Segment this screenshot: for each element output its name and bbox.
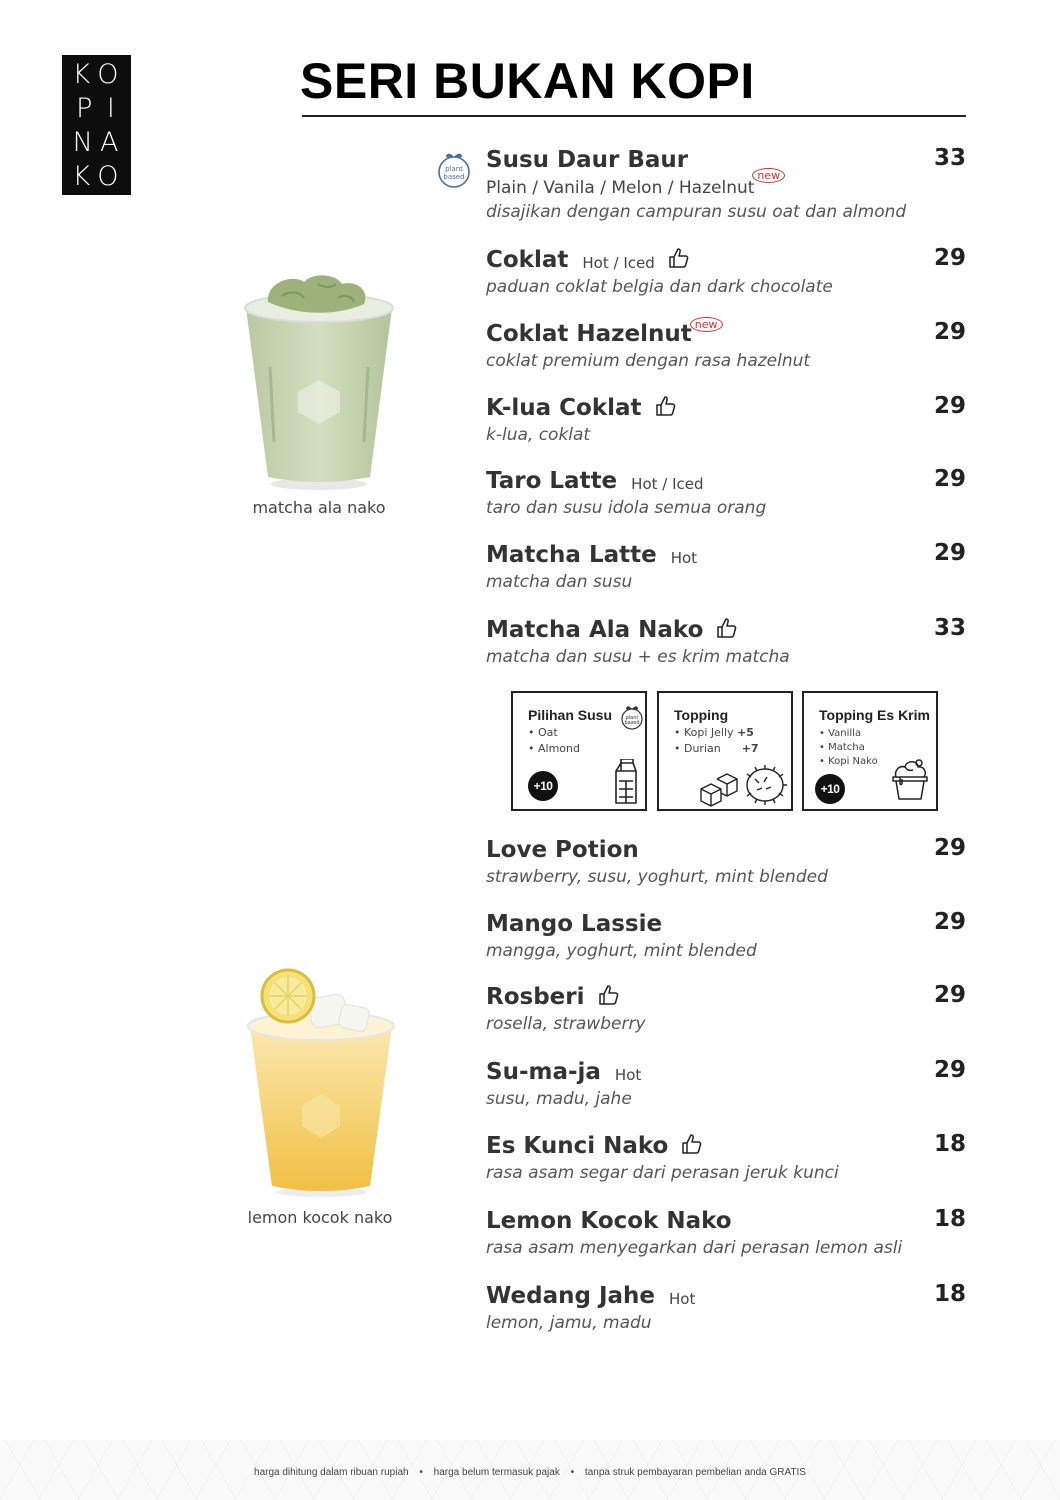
menu-item bbox=[486, 245, 966, 297]
addon-option: • Oat bbox=[528, 726, 558, 739]
item-price: 33 bbox=[933, 145, 966, 171]
menu-item bbox=[486, 145, 966, 222]
item-description: matcha dan susu + es krim matcha bbox=[486, 647, 790, 667]
menu-item bbox=[486, 909, 966, 961]
addon-ice-cream-topping bbox=[802, 691, 938, 811]
addon-option: • Durian +7 bbox=[674, 742, 759, 755]
footer-separator: • bbox=[570, 1467, 575, 1478]
menu-item bbox=[486, 319, 966, 371]
item-name: Love Potion bbox=[486, 837, 639, 863]
jelly-durian-icon bbox=[697, 763, 789, 811]
item-price: 29 bbox=[933, 466, 966, 492]
item-options: Hot / Iced bbox=[582, 254, 655, 272]
thumbs-up-icon bbox=[667, 246, 691, 274]
footer-separator: • bbox=[419, 1467, 423, 1478]
item-name: Lemon Kocok Nako bbox=[486, 1208, 732, 1234]
milk-carton-icon bbox=[611, 759, 641, 809]
item-price: 33 bbox=[933, 615, 966, 641]
svg-text:plant: plant bbox=[625, 715, 639, 721]
photo-caption: lemon kocok nako bbox=[247, 1208, 393, 1227]
plant-based-badge-icon bbox=[619, 703, 645, 735]
item-description: rosella, strawberry bbox=[486, 1014, 646, 1034]
item-name: Mango Lassie bbox=[486, 911, 663, 937]
item-description: paduan coklat belgia dan dark chocolate bbox=[486, 277, 833, 297]
svg-text:based: based bbox=[624, 720, 640, 726]
item-name: Su-ma-ja bbox=[486, 1059, 601, 1085]
menu-item bbox=[486, 835, 966, 887]
item-name: Susu Daur Baur bbox=[486, 147, 689, 173]
item-name: Matcha Latte bbox=[486, 542, 657, 568]
item-description: mangga, yoghurt, mint blended bbox=[486, 941, 757, 961]
item-description: susu, madu, jahe bbox=[486, 1089, 632, 1109]
addon-price: +10 bbox=[815, 774, 845, 804]
thumbs-up-icon bbox=[680, 1132, 704, 1160]
item-price: 29 bbox=[933, 540, 966, 566]
footer-note: tanpa struk pembayaran pembelian anda GRATIS bbox=[584, 1467, 806, 1478]
menu-item bbox=[486, 393, 966, 445]
title-divider bbox=[302, 115, 966, 117]
item-name: Coklat bbox=[486, 247, 569, 273]
item-price: 29 bbox=[933, 982, 966, 1008]
item-description: rasa asam menyegarkan dari perasan lemon asli bbox=[486, 1238, 903, 1258]
kopi-nako-logo: K O P I N A K O bbox=[62, 55, 131, 195]
menu-item bbox=[486, 1281, 966, 1333]
addon-title: Topping bbox=[674, 707, 729, 723]
new-badge: new bbox=[752, 168, 785, 183]
footer-note: harga belum termasuk pajak bbox=[433, 1467, 560, 1478]
addon-milk-choice bbox=[511, 691, 647, 811]
ice-cream-cup-icon bbox=[890, 757, 930, 805]
addon-option: • Vanilla bbox=[819, 728, 862, 739]
item-description: matcha dan susu bbox=[486, 572, 633, 592]
item-flavors: Plain / Vanila / Melon / Hazelnut bbox=[486, 178, 755, 198]
item-options: Hot bbox=[669, 1290, 696, 1308]
addon-topping bbox=[657, 691, 793, 811]
item-price: 29 bbox=[933, 393, 966, 419]
menu-item bbox=[486, 1206, 966, 1258]
item-price: 18 bbox=[933, 1206, 966, 1232]
item-price: 18 bbox=[933, 1281, 966, 1307]
item-description: lemon, jamu, madu bbox=[486, 1313, 652, 1333]
item-price: 29 bbox=[933, 319, 966, 345]
item-description: disajikan dengan campuran susu oat dan almond bbox=[486, 202, 907, 222]
item-name: Matcha Ala Nako bbox=[486, 617, 704, 643]
item-options: Hot bbox=[614, 1066, 642, 1084]
menu-item bbox=[486, 615, 966, 667]
plant-based-badge-icon bbox=[436, 148, 472, 192]
item-description: rasa asam segar dari perasan jeruk kunci bbox=[486, 1163, 839, 1183]
item-description: taro dan susu idola semua orang bbox=[486, 498, 767, 518]
photo-caption: matcha ala nako bbox=[252, 498, 386, 517]
item-description: coklat premium dengan rasa hazelnut bbox=[486, 351, 811, 371]
page-title: SERI BUKAN KOPI bbox=[300, 53, 755, 109]
addon-title: Topping Es Krim bbox=[819, 707, 930, 723]
footer-notes bbox=[0, 1467, 1060, 1478]
item-price: 29 bbox=[933, 835, 966, 861]
item-name: Coklat Hazelnut bbox=[486, 321, 692, 347]
menu-item bbox=[486, 466, 966, 518]
svg-text:based: based bbox=[443, 173, 465, 181]
thumbs-up-icon bbox=[715, 616, 739, 644]
item-name: Es Kunci Nako bbox=[486, 1133, 669, 1159]
thumbs-up-icon bbox=[654, 394, 678, 422]
menu-item bbox=[486, 540, 966, 592]
new-badge: new bbox=[690, 317, 723, 332]
addon-option: • Kopi Nako bbox=[819, 756, 878, 767]
footer-note: harga dihitung dalam ribuan rupiah bbox=[254, 1467, 409, 1478]
addon-option: • Kopi Jelly +5 bbox=[674, 726, 754, 739]
item-price: 18 bbox=[933, 1131, 966, 1157]
item-price: 29 bbox=[933, 909, 966, 935]
item-description: strawberry, susu, yoghurt, mint blended bbox=[486, 867, 828, 887]
addon-title: Pilihan Susu bbox=[528, 707, 613, 723]
matcha-drink-photo bbox=[238, 272, 400, 496]
menu-item bbox=[486, 1131, 966, 1183]
item-description: k-lua, coklat bbox=[486, 425, 591, 445]
lemon-drink-photo bbox=[240, 966, 402, 1202]
item-name: Rosberi bbox=[486, 984, 585, 1010]
menu-item bbox=[486, 982, 966, 1034]
item-name: Taro Latte bbox=[486, 468, 618, 494]
item-price: 29 bbox=[933, 1057, 966, 1083]
item-options: Hot bbox=[670, 549, 698, 567]
item-price: 29 bbox=[933, 245, 966, 271]
menu-item bbox=[486, 1057, 966, 1109]
addon-option: • Matcha bbox=[819, 742, 865, 753]
item-name: Wedang Jahe bbox=[486, 1283, 656, 1309]
svg-text:plant: plant bbox=[445, 165, 463, 173]
item-options: Hot / Iced bbox=[631, 475, 704, 493]
addon-price: +10 bbox=[528, 771, 558, 801]
thumbs-up-icon bbox=[597, 983, 621, 1011]
addon-option: • Almond bbox=[528, 742, 580, 755]
item-name: K-lua Coklat bbox=[486, 395, 642, 421]
